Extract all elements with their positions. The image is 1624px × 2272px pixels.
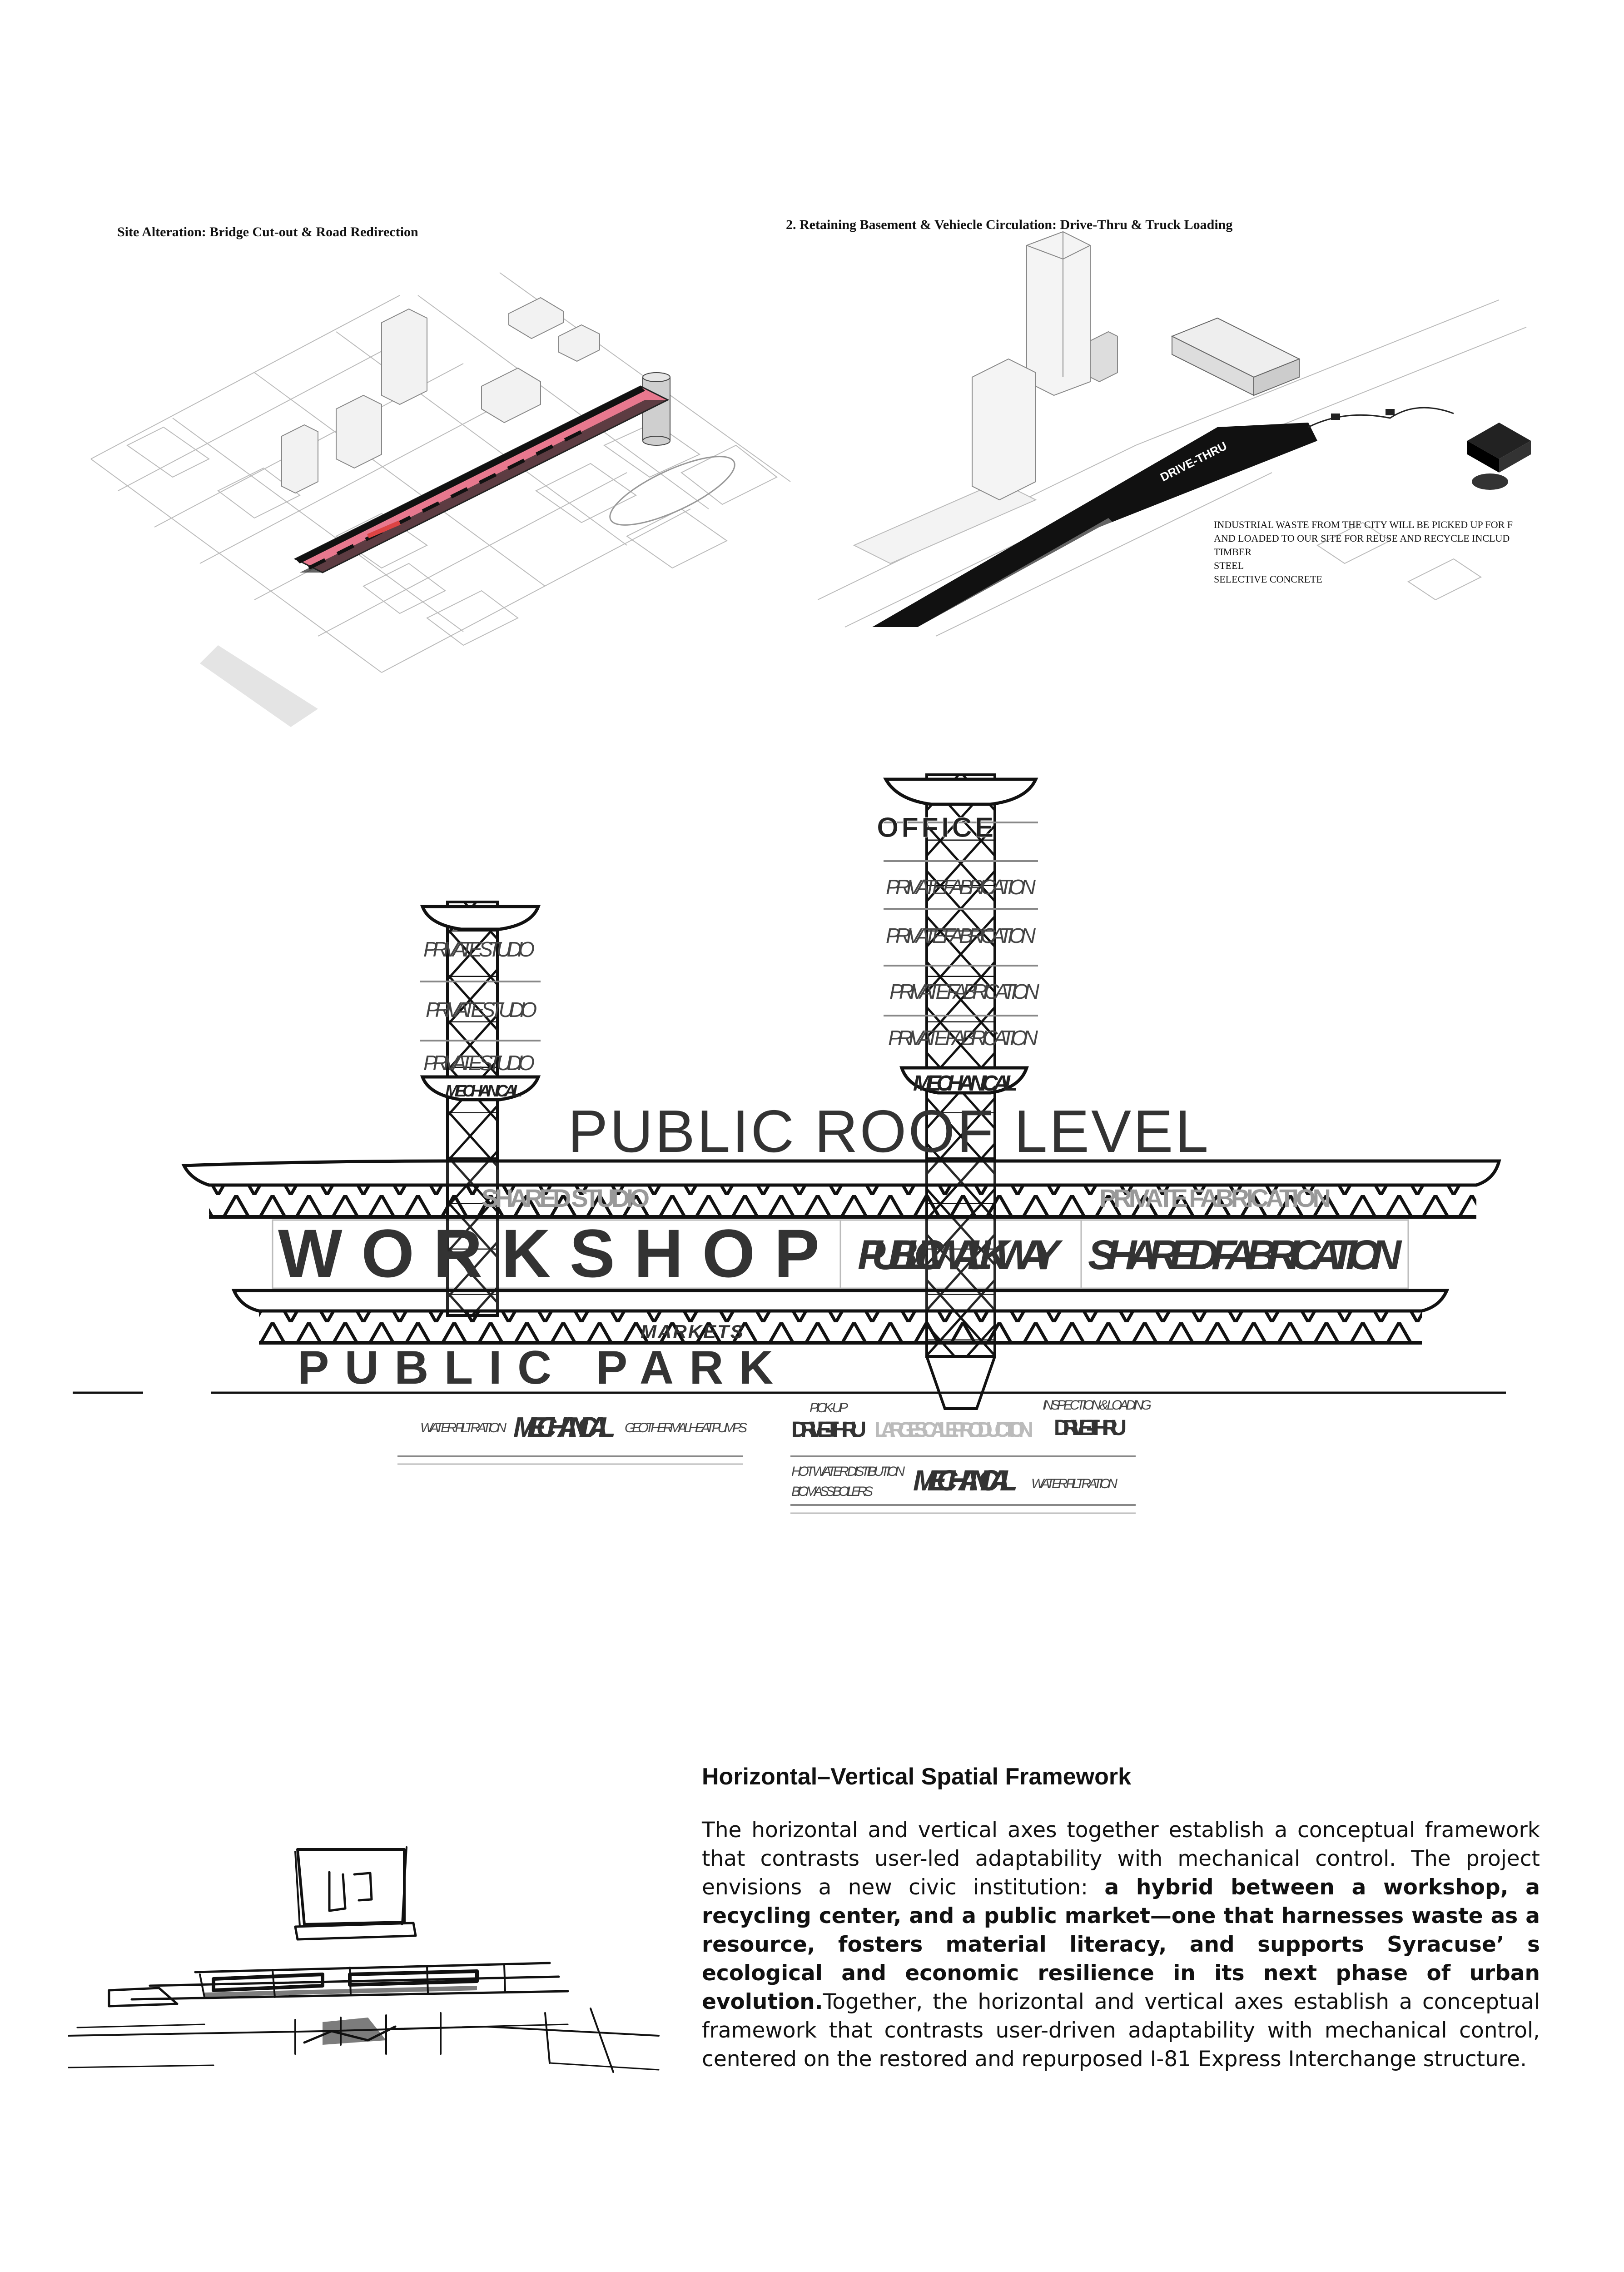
right-diagram-caption: 2. Retaining Basement & Vehiecle Circulation: Drive-Thru & Truck Loading (786, 217, 1233, 232)
office-label: OFFICE (877, 812, 997, 843)
lower-deck (234, 1290, 1447, 1343)
public-roof-level-label: PUBLIC ROOF LEVEL (568, 1098, 1208, 1165)
private-fabrication-label-2: PRIVATE FABRICATION (886, 924, 1036, 947)
mechanical-left-base-label: MECHANICAL (513, 1412, 616, 1443)
private-fabrication-label-1: PRIVATE FABRICATION (886, 875, 1036, 899)
drive-thru-right-label: DRIVE-THRU (1054, 1416, 1127, 1440)
waste-note-line-3: TIMBER (1214, 546, 1252, 558)
body-bold-statement: a hybrid between a workshop, a recycling center, and a public market—one that harnesses waste as a resource, fosters material literacy, and supports Syracuse’ s ecological and economic resilience in its next phase of urban evolution. (702, 1875, 1540, 2014)
private-fabrication-label-4: PRIVATE FABRICATION (888, 1026, 1038, 1050)
private-studio-label-3: PRIVATE STUDIO (423, 1051, 535, 1075)
public-walkway-label: PUBLIC WALKWAY (858, 1232, 1060, 1278)
public-park-label: PUBLIC PARK (298, 1341, 777, 1394)
private-fabrication-label-3: PRIVATE FABRICATION (889, 980, 1039, 1003)
waste-note-line-1: INDUSTRIAL WASTE FROM THE CITY WILL BE PICKED UP FOR F (1214, 519, 1513, 530)
hot-water-label: HOT WATER DISTIBUTION (791, 1464, 905, 1479)
drive-thru-ramp-label: DRIVE-THRU (1158, 438, 1229, 484)
shared-fabrication-label: SHARED FABRICATION (1088, 1232, 1401, 1278)
section-diagram (0, 750, 1624, 1522)
section-title: Horizontal–Vertical Spatial Framework (702, 1764, 1131, 1790)
hand-sketch (68, 1840, 672, 2095)
water-filtration-right-label: WATER FILTRATION (1031, 1476, 1117, 1491)
body-paragraph (702, 1816, 1540, 2073)
inspection-loading-label: INSPECTION & LOADING (1043, 1398, 1152, 1413)
left-diagram-caption: Site Alteration: Bridge Cut-out & Road Redirection (117, 224, 418, 239)
mechanical-left-top-label: MECHANICAL (445, 1081, 522, 1100)
private-studio-label-2: PRIVATE STUDIO (426, 998, 537, 1021)
workshop-label: WORKSHOP (278, 1215, 823, 1291)
pick-up-label: PICK-UP (810, 1400, 848, 1415)
waste-note-line-4: STEEL (1214, 560, 1244, 571)
geothermal-label: GEOTHERMAL HEAT PUMPS (625, 1420, 747, 1435)
waste-note-line-2: AND LOADED TO OUR SITE FOR REUSE AND RECYCLE INCLUD (1214, 533, 1510, 544)
markets-label: MARKETS (641, 1321, 745, 1342)
private-fabrication-deck-label: PRIVATE FABRICATION (1099, 1184, 1331, 1212)
large-scale-production-label: LARGE SCALE PRODUCTION (874, 1418, 1033, 1441)
private-studio-label-1: PRIVATE STUDIO (423, 937, 535, 961)
biomass-label: BIOMASS BOILERS (791, 1484, 873, 1499)
waste-note (1214, 518, 1541, 586)
shared-studio-label: SHARED STUDIO (482, 1184, 650, 1212)
waste-note-line-5: SELECTIVE CONCRETE (1214, 573, 1322, 585)
body-closing-text: Together, the horizontal and vertical axes establish a conceptual framework that contrasts user-driven adaptability with mechanical control, centered on the restored and repurposed I-81 Express Interchange structure. (702, 1989, 1540, 2072)
drive-thru-left-label: DRIVE-THRU (791, 1418, 866, 1442)
mechanical-right-base-label: MECHANICAL (913, 1464, 1018, 1497)
mechanical-right-top-label: MECHANICAL (913, 1071, 1018, 1096)
water-filtration-left-label: WATER FILTRATION (420, 1420, 507, 1435)
body-intro-text: The horizontal and vertical axes together establish a conceptual framework that contrasts user-led adaptability with mechanical control. The project envisions a new civic institution: (702, 1818, 1540, 1900)
site-alteration-axon (82, 254, 818, 741)
